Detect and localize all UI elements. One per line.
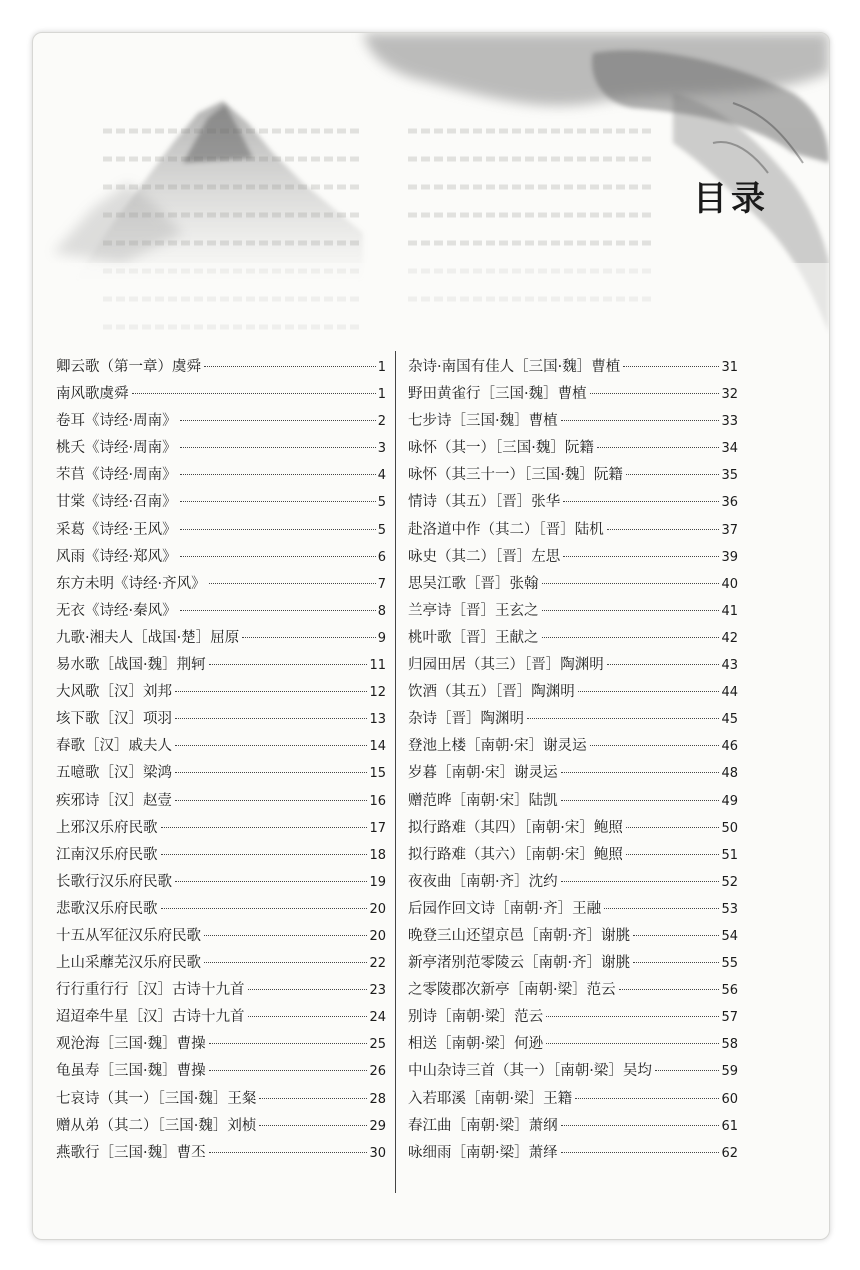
toc-entry[interactable] (408, 707, 738, 734)
toc-entry[interactable] (56, 409, 386, 436)
leader-dots (633, 962, 719, 963)
toc-entry[interactable] (56, 1032, 386, 1059)
leader-dots (180, 474, 376, 475)
toc-entry[interactable] (56, 599, 386, 626)
toc-entry[interactable] (408, 545, 738, 572)
leader-dots (175, 718, 367, 719)
entry-page: 42 (721, 630, 738, 646)
toc-entry[interactable] (408, 1005, 738, 1032)
entry-page: 13 (369, 712, 386, 728)
toc-entry[interactable] (56, 626, 386, 653)
leader-dots (561, 420, 720, 421)
entry-title: 咏怀（其一）［三国·魏］阮籍 (408, 440, 594, 457)
entry-page: 53 (721, 901, 738, 917)
leader-dots (180, 610, 376, 611)
entry-title: 新亭渚别范零陵云［南朝·齐］谢朓 (408, 955, 631, 972)
entry-page: 55 (721, 956, 738, 972)
leader-dots (180, 529, 376, 530)
entry-title: 夜夜曲［南朝·齐］沈约 (408, 873, 558, 890)
entry-title: 七步诗［三国·魏］曹植 (408, 413, 558, 430)
toc-entry[interactable] (408, 843, 738, 870)
entry-title: 芣苢《诗经·周南》 (56, 467, 177, 484)
entry-page: 24 (369, 1010, 386, 1026)
leader-dots (180, 556, 376, 557)
entry-page: 19 (369, 874, 386, 890)
entry-title: 悲歌汉乐府民歌 (56, 900, 158, 917)
entry-page: 40 (721, 576, 738, 592)
leader-dots (161, 908, 368, 909)
entry-title: 兰亭诗［晋］王玄之 (408, 602, 539, 619)
entry-page: 1 (377, 387, 386, 403)
entry-page: 43 (721, 658, 738, 674)
toc-entry[interactable] (56, 382, 386, 409)
leader-dots (209, 664, 368, 665)
toc-entry[interactable] (56, 653, 386, 680)
entry-page: 34 (721, 441, 738, 457)
entry-title: 赠从弟（其二）［三国·魏］刘桢 (56, 1117, 257, 1134)
toc-entry[interactable] (56, 680, 386, 707)
page-title: 目录 (693, 179, 769, 219)
entry-page: 14 (369, 739, 386, 755)
toc-entry[interactable] (408, 1032, 738, 1059)
entry-title: 咏史（其二）［晋］左思 (408, 548, 561, 565)
entry-title: 思吴江歌［晋］张翰 (408, 575, 539, 592)
entry-page: 46 (721, 739, 738, 755)
entry-title: 之零陵郡次新亭［南朝·梁］范云 (408, 982, 616, 999)
entry-page: 25 (369, 1037, 386, 1053)
entry-title: 十五从军征汉乐府民歌 (56, 927, 201, 944)
entry-page: 37 (721, 522, 738, 538)
entry-page: 50 (721, 820, 738, 836)
entry-page: 9 (377, 630, 386, 646)
entry-title: 江南汉乐府民歌 (56, 846, 158, 863)
entry-page: 23 (369, 983, 386, 999)
entry-page: 3 (377, 441, 386, 457)
leader-dots (563, 556, 719, 557)
toc-entry[interactable] (408, 1059, 738, 1086)
leader-dots (180, 447, 376, 448)
entry-title: 龟虽寿［三国·魏］曹操 (56, 1063, 206, 1080)
leader-dots (590, 393, 720, 394)
entry-page: 51 (721, 847, 738, 863)
entry-title: 杂诗·南国有佳人［三国·魏］曹植 (408, 359, 621, 375)
entry-page: 20 (369, 901, 386, 917)
entry-page: 59 (721, 1064, 738, 1080)
entry-page: 41 (721, 603, 738, 619)
leader-dots (542, 610, 720, 611)
entry-title: 甘棠《诗经·召南》 (56, 494, 177, 511)
entry-title: 卿云歌（第一章）虞舜 (56, 359, 201, 375)
entry-title: 卷耳《诗经·周南》 (56, 413, 177, 430)
toc-entry[interactable] (408, 734, 738, 761)
entry-page: 4 (377, 468, 386, 484)
leader-dots (561, 772, 720, 773)
entry-page: 45 (721, 712, 738, 728)
entry-page: 30 (369, 1145, 386, 1161)
entry-page: 61 (721, 1118, 738, 1134)
toc-entry[interactable] (408, 653, 738, 680)
leader-dots (204, 962, 367, 963)
entry-title: 五噫歌［汉］梁鸿 (56, 765, 172, 782)
entry-title: 登池上楼［南朝·宋］谢灵运 (408, 738, 587, 755)
entry-page: 39 (721, 549, 738, 565)
leader-dots (180, 501, 376, 502)
toc-entry[interactable] (56, 1059, 386, 1086)
book-page (32, 32, 830, 1240)
entry-title: 拟行路难（其四）［南朝·宋］鲍照 (408, 819, 623, 836)
toc-entry[interactable] (408, 463, 738, 490)
leader-dots (175, 772, 367, 773)
entry-title: 后园作回文诗［南朝·齐］王融 (408, 900, 602, 917)
entry-title: 南风歌虞舜 (56, 386, 129, 403)
entry-page: 26 (369, 1064, 386, 1080)
entry-title: 长歌行汉乐府民歌 (56, 873, 172, 890)
toc-entry[interactable] (56, 355, 386, 382)
leader-dots (209, 1043, 368, 1044)
toc-entry[interactable] (56, 761, 386, 788)
entry-page: 62 (721, 1145, 738, 1161)
toc-entry[interactable] (408, 490, 738, 517)
entry-page: 2 (377, 414, 386, 430)
leader-dots (626, 474, 720, 475)
entry-page: 28 (369, 1091, 386, 1107)
entry-page: 60 (721, 1091, 738, 1107)
toc-entry[interactable] (408, 789, 738, 816)
leader-dots (175, 745, 367, 746)
entry-title: 疾邪诗［汉］赵壹 (56, 792, 172, 809)
entry-page: 18 (369, 847, 386, 863)
toc-entry[interactable] (56, 816, 386, 843)
entry-page: 15 (369, 766, 386, 782)
toc-entry[interactable] (56, 897, 386, 924)
leader-dots (180, 420, 376, 421)
leader-dots (626, 854, 720, 855)
entry-title: 归园田居（其三）［晋］陶渊明 (408, 657, 604, 674)
toc-entry[interactable] (56, 518, 386, 545)
leader-dots (561, 1152, 720, 1153)
toc-entry[interactable] (408, 951, 738, 978)
entry-title: 大风歌［汉］刘邦 (56, 684, 172, 701)
entry-page: 16 (369, 793, 386, 809)
toc-right-column (408, 355, 738, 1168)
toc-entry[interactable] (408, 680, 738, 707)
toc-entry[interactable] (56, 978, 386, 1005)
entry-title: 九歌·湘夫人［战国·楚］屈原 (56, 629, 240, 646)
toc-entry[interactable] (56, 1087, 386, 1114)
leader-dots (655, 1070, 720, 1071)
entry-title: 行行重行行［汉］古诗十九首 (56, 982, 245, 999)
toc-entry[interactable] (56, 545, 386, 572)
entry-title: 春江曲［南朝·梁］萧纲 (408, 1117, 558, 1134)
leader-dots (527, 718, 719, 719)
entry-title: 赠范晔［南朝·宋］陆凯 (408, 792, 558, 809)
entry-title: 风雨《诗经·郑风》 (56, 548, 177, 565)
leader-dots (209, 583, 376, 584)
entry-page: 7 (377, 576, 386, 592)
leader-dots (248, 989, 368, 990)
leader-dots (175, 800, 367, 801)
leader-dots (242, 637, 376, 638)
leader-dots (561, 1125, 720, 1126)
leader-dots (607, 664, 720, 665)
leader-dots (132, 393, 376, 394)
toc-entry[interactable] (408, 761, 738, 788)
leader-dots (542, 637, 720, 638)
entry-title: 上山采蘼芜汉乐府民歌 (56, 955, 201, 972)
entry-page: 5 (377, 495, 386, 511)
toc-entry[interactable] (408, 409, 738, 436)
leader-dots (259, 1125, 367, 1126)
toc-entry[interactable] (56, 1141, 386, 1168)
toc-entry[interactable] (408, 382, 738, 409)
entry-page: 54 (721, 928, 738, 944)
toc-entry[interactable] (408, 572, 738, 599)
toc-entry[interactable] (408, 978, 738, 1005)
entry-page: 12 (369, 685, 386, 701)
toc-entry[interactable] (408, 870, 738, 897)
toc-entry[interactable] (56, 436, 386, 463)
toc-entry[interactable] (56, 843, 386, 870)
leader-dots (561, 800, 720, 801)
entry-page: 29 (369, 1118, 386, 1134)
leader-dots (563, 501, 719, 502)
entry-title: 野田黄雀行［三国·魏］曹植 (408, 386, 587, 403)
entry-title: 咏细雨［南朝·梁］萧绎 (408, 1144, 558, 1161)
entry-title: 七哀诗（其一）［三国·魏］王粲 (56, 1090, 257, 1107)
entry-page: 5 (377, 522, 386, 538)
entry-page: 58 (721, 1037, 738, 1053)
toc-entry[interactable] (408, 816, 738, 843)
leader-dots (597, 447, 720, 448)
leader-dots (546, 1043, 719, 1044)
leader-dots (633, 935, 719, 936)
entry-page: 57 (721, 1010, 738, 1026)
entry-title: 赴洛道中作（其二）［晋］陆机 (408, 521, 604, 538)
entry-page: 1 (377, 360, 386, 375)
entry-title: 岁暮［南朝·宋］谢灵运 (408, 765, 558, 782)
entry-page: 22 (369, 956, 386, 972)
leader-dots (590, 745, 720, 746)
leader-dots (204, 366, 376, 367)
entry-page: 31 (721, 360, 738, 375)
entry-title: 易水歌［战国·魏］荆轲 (56, 657, 206, 674)
leader-dots (607, 529, 720, 530)
entry-title: 东方未明《诗经·齐风》 (56, 575, 206, 592)
toc-entry[interactable] (56, 951, 386, 978)
leader-dots (209, 1070, 368, 1071)
toc-entry[interactable] (56, 490, 386, 517)
entry-page: 35 (721, 468, 738, 484)
entry-title: 情诗（其五）［晋］张华 (408, 494, 561, 511)
leader-dots (161, 827, 368, 828)
entry-page: 44 (721, 685, 738, 701)
entry-page: 49 (721, 793, 738, 809)
entry-title: 饮酒（其五）［晋］陶渊明 (408, 684, 575, 701)
entry-title: 中山杂诗三首（其一）［南朝·梁］吴均 (408, 1063, 652, 1080)
leader-dots (542, 583, 720, 584)
entry-page: 17 (369, 820, 386, 836)
entry-title: 桃夭《诗经·周南》 (56, 440, 177, 457)
toc-entry[interactable] (408, 626, 738, 653)
entry-title: 咏怀（其三十一）［三国·魏］阮籍 (408, 467, 623, 484)
toc-entry[interactable] (408, 1114, 738, 1141)
toc-entry[interactable] (56, 789, 386, 816)
entry-page: 11 (369, 658, 386, 674)
toc-entry[interactable] (408, 599, 738, 626)
entry-title: 杂诗［晋］陶渊明 (408, 711, 524, 728)
entry-title: 燕歌行［三国·魏］曹丕 (56, 1144, 206, 1161)
entry-page: 52 (721, 874, 738, 890)
toc-entry[interactable] (408, 924, 738, 951)
entry-title: 观沧海［三国·魏］曹操 (56, 1036, 206, 1053)
toc-entry[interactable] (56, 572, 386, 599)
entry-title: 晚登三山还望京邑［南朝·齐］谢朓 (408, 927, 631, 944)
leader-dots (175, 881, 367, 882)
entry-title: 无衣《诗经·秦风》 (56, 602, 177, 619)
leader-dots (209, 1152, 368, 1153)
toc-entry[interactable] (56, 734, 386, 761)
entry-page: 32 (721, 387, 738, 403)
entry-page: 20 (369, 928, 386, 944)
leader-dots (175, 691, 367, 692)
leader-dots (204, 935, 367, 936)
leader-dots (604, 908, 719, 909)
entry-title: 采葛《诗经·王风》 (56, 521, 177, 538)
entry-page: 36 (721, 495, 738, 511)
entry-title: 桃叶歌［晋］王献之 (408, 629, 539, 646)
toc-left-column (56, 355, 386, 1168)
entry-page: 6 (377, 549, 386, 565)
toc-entry[interactable] (56, 924, 386, 951)
column-divider (395, 351, 396, 1193)
entry-title: 入若耶溪［南朝·梁］王籍 (408, 1090, 573, 1107)
toc-entry[interactable] (408, 1087, 738, 1114)
entry-title: 迢迢牵牛星［汉］古诗十九首 (56, 1009, 245, 1026)
entry-page: 48 (721, 766, 738, 782)
leader-dots (561, 881, 720, 882)
leader-dots (619, 989, 720, 990)
toc-entry[interactable] (56, 1005, 386, 1032)
entry-page: 8 (377, 603, 386, 619)
leader-dots (161, 854, 368, 855)
leader-dots (575, 1098, 719, 1099)
entry-title: 拟行路难（其六）［南朝·宋］鲍照 (408, 846, 623, 863)
toc-entry[interactable] (408, 518, 738, 545)
leader-dots (259, 1098, 367, 1099)
entry-title: 相送［南朝·梁］何逊 (408, 1036, 544, 1053)
toc-entry[interactable] (408, 355, 738, 382)
entry-page: 56 (721, 983, 738, 999)
entry-page: 33 (721, 414, 738, 430)
toc-entry[interactable] (408, 897, 738, 924)
toc-entry[interactable] (56, 1114, 386, 1141)
toc-entry[interactable] (408, 1141, 738, 1168)
entry-title: 上邪汉乐府民歌 (56, 819, 158, 836)
leader-dots (248, 1016, 368, 1017)
leader-dots (546, 1016, 719, 1017)
toc-entry[interactable] (56, 870, 386, 897)
leader-dots (578, 691, 720, 692)
toc-entry[interactable] (56, 707, 386, 734)
toc-entry[interactable] (408, 436, 738, 463)
entry-title: 别诗［南朝·梁］范云 (408, 1009, 544, 1026)
entry-title: 春歌［汉］戚夫人 (56, 738, 172, 755)
toc-entry[interactable] (56, 463, 386, 490)
leader-dots (623, 366, 719, 367)
leader-dots (626, 827, 720, 828)
entry-title: 垓下歌［汉］项羽 (56, 711, 172, 728)
